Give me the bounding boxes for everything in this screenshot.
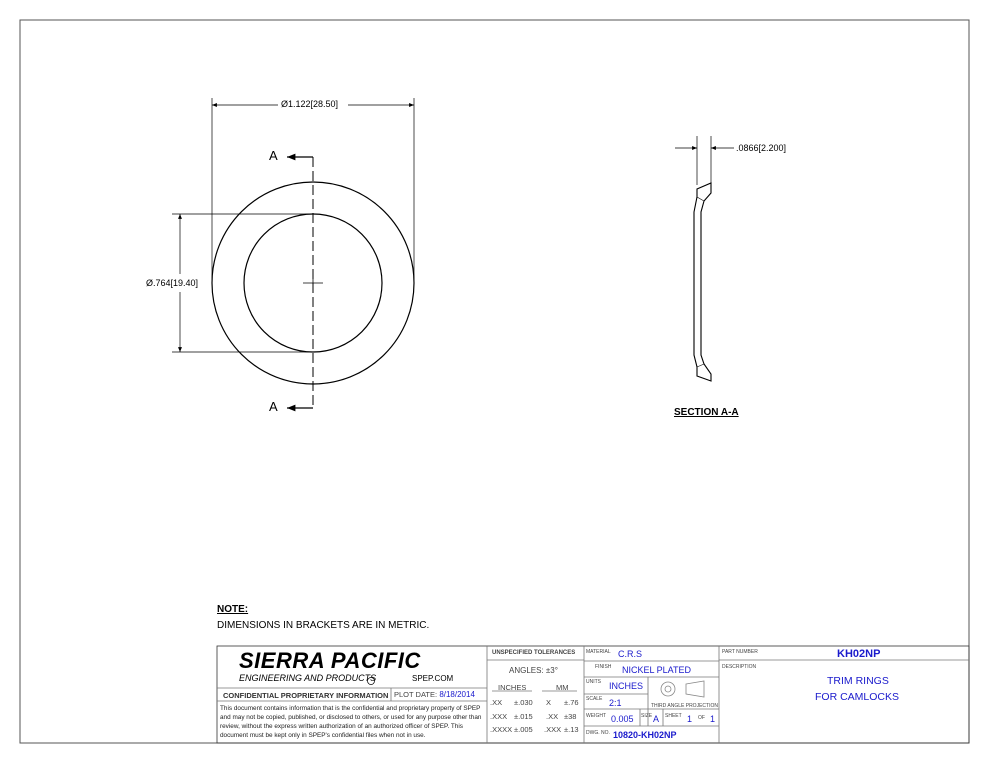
plot-date-label: PLOT DATE: — [394, 690, 438, 699]
sheet-label: SHEET — [665, 713, 682, 719]
units-label: UNITS — [586, 679, 601, 685]
company-website: SPEP.COM — [412, 674, 454, 683]
weight-label: WEIGHT — [586, 713, 606, 719]
tolerances-heading: UNSPECIFIED TOLERANCES — [492, 650, 576, 656]
tolerances-angles: ANGLES: ±3° — [509, 666, 558, 675]
size-value: A — [653, 714, 660, 724]
description-line-2: FOR CAMLOCKS — [815, 691, 900, 703]
section-title: SECTION A-A — [674, 407, 739, 418]
part-number-value: KH02NP — [837, 648, 881, 660]
sheet-total: 1 — [710, 714, 716, 724]
finish-label: FINISH — [595, 664, 612, 670]
front-view — [172, 98, 414, 408]
weight-value: 0.005 — [611, 714, 634, 724]
inner-diameter-label: Ø.764[19.40] — [146, 278, 199, 288]
plot-date — [394, 690, 475, 699]
dwg-no-value: 10820-KH02NP — [613, 730, 677, 740]
finish-value: NICKEL PLATED — [622, 665, 692, 675]
note-heading: NOTE: — [217, 604, 249, 615]
company-subtitle: ENGINEERING AND PRODUCTS — [239, 673, 377, 683]
scale-value: 2:1 — [609, 698, 622, 708]
section-marker-top: A — [269, 148, 278, 163]
thickness-label: .0866[2.200] — [736, 143, 787, 153]
dwg-no-label: DWG. NO. — [586, 730, 610, 736]
description-label: DESCRIPTION — [722, 664, 757, 670]
material-value: C.R.S — [618, 649, 643, 659]
ring-cross-section — [694, 183, 711, 381]
tolerances-mm-header: MM — [556, 683, 569, 692]
size-label: SIZE — [641, 713, 653, 719]
confidential-text: This document contains information that is the confidential and proprietary property of SPEP and may not be copied, published, or disclosed to others, or used for any purpose other than review, without the express written authorization of an authorized officer of SPEP. This document must be kept only in SPEP's confidential files when not in use. — [220, 705, 482, 739]
tolerances-inches-header: INCHES — [498, 683, 527, 692]
description-line-1: TRIM RINGS — [827, 675, 889, 687]
company-name: SIERRA PACIFIC — [239, 648, 421, 673]
section-marker-bottom: A — [269, 399, 278, 414]
of-label: OF — [698, 715, 705, 721]
section-view — [675, 136, 734, 381]
note-text: DIMENSIONS IN BRACKETS ARE IN METRIC. — [217, 620, 430, 631]
title-block: SIERRA PACIFIC ENGINEERING AND PRODUCTS SPEP.COM CONFIDENTIAL PROPRIETARY INFORMATION PLOT DATE: 8/18/2014 This document contains information that is the confidential and proprietary property of SPEP and may not be copied, published, or disclosed to others, or used for any purpose other than review, without the express written authorization of an authorized officer of SPEP. This document must be kept only in SPEP's confidential files when not in use. UNSPECIFIED TOLERANCES ANGLES: ±3° INCHES MM .XX ±.030 X ±.76 .XXX ±.015 .XX ±38 .XXXX ±.005 .XXX ±.13 MATERIAL C.R.S FINISH NICKEL PLATED UNITS INCHES SCALE 2:1 THIRD ANGLE PROJECTION WEIGHT 0.005 SIZE A SHEET 1 OF 1 DWG. NO. 10820-KH02NP PART NUMBER KH02NP DESCRIPTION TRIM RINGS FOR CAMLOCKS — [220, 648, 900, 740]
part-number-label: PART NUMBER — [722, 649, 758, 655]
material-label: MATERIAL — [586, 649, 611, 655]
sheet-value: 1 — [687, 714, 693, 724]
units-value: INCHES — [609, 681, 644, 691]
scale-label: SCALE — [586, 696, 603, 702]
projection-label: THIRD ANGLE PROJECTION — [651, 703, 718, 709]
plot-date-value: 8/18/2014 — [439, 690, 475, 699]
confidential-heading: CONFIDENTIAL PROPRIETARY INFORMATION — [223, 691, 389, 700]
outer-diameter-label: Ø1.122[28.50] — [281, 99, 339, 109]
drawing-border — [20, 20, 969, 743]
